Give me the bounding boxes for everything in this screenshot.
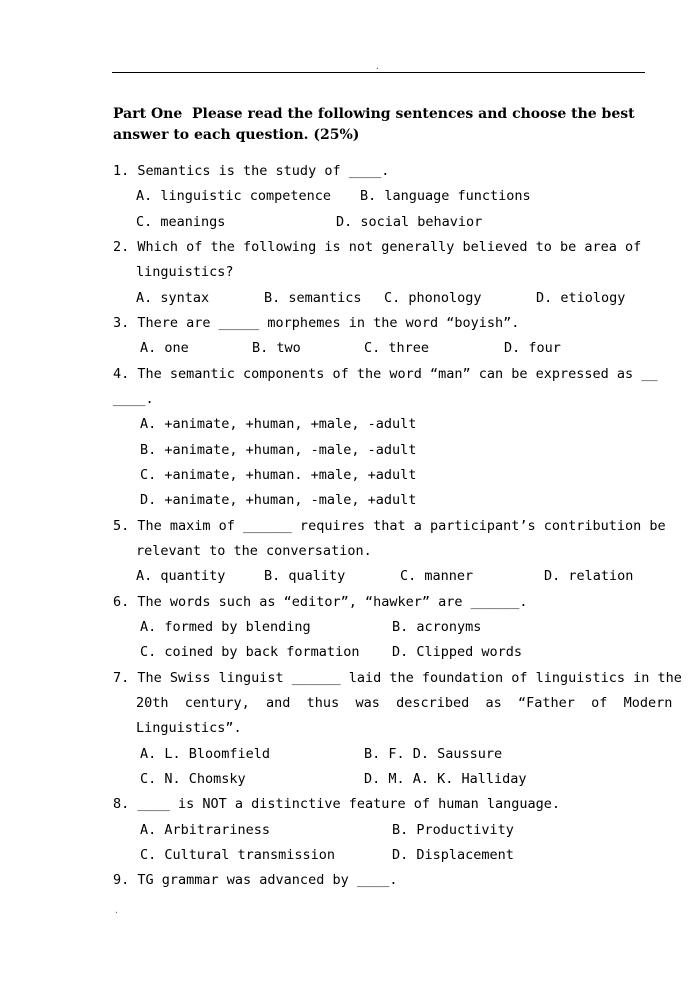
question-4-stem-cont: ____. — [113, 391, 154, 407]
question-2-option-d: D. etiology — [536, 290, 626, 306]
question-2-option-a: A. syntax — [136, 290, 210, 306]
question-1-stem: 1. Semantics is the study of ____. — [113, 163, 390, 179]
question-7-stem-cont-2: Linguistics”. — [136, 720, 242, 736]
question-6-option-b: B. acronyms — [392, 619, 482, 635]
question-1-option-d: D. social behavior — [336, 214, 483, 230]
question-6-option-a: A. formed by blending — [140, 619, 311, 635]
question-1-option-b: B. language functions — [360, 188, 531, 204]
question-4-stem: 4. The semantic components of the word “man” can be expressed as __ — [113, 366, 658, 382]
question-3-option-b: B. two — [252, 340, 301, 356]
question-6-stem: 6. The words such as “editor”, “hawker” are ______. — [113, 594, 528, 610]
question-7-stem-cont-1: 20th century, and thus was described as “Father of Modern — [136, 695, 673, 711]
question-8-option-c: C. Cultural transmission — [140, 847, 336, 863]
question-7-option-b: B. F. D. Saussure — [364, 746, 503, 762]
question-5-option-d: D. relation — [544, 568, 634, 584]
question-2-stem-cont: linguistics? — [136, 264, 234, 280]
question-5-stem-cont: relevant to the conversation. — [136, 543, 372, 559]
part-heading-line-2: answer to each question. (25%) — [113, 127, 360, 143]
question-4-option-a: A. +animate, +human, +male, -adult — [140, 416, 417, 432]
question-4-option-b: B. +animate, +human, -male, -adult — [140, 442, 417, 458]
question-4-option-c: C. +animate, +human. +male, +adult — [140, 467, 417, 483]
question-7-option-c: C. N. Chomsky — [140, 771, 246, 787]
question-6-option-d: D. Clipped words — [392, 644, 523, 660]
question-3-option-a: A. one — [140, 340, 189, 356]
question-7-option-d: D. M. A. K. Halliday — [364, 771, 527, 787]
question-8-option-b: B. Productivity — [392, 822, 514, 838]
question-3-option-d: D. four — [504, 340, 561, 356]
question-5-stem: 5. The maxim of ______ requires that a participant’s contribution be — [113, 518, 666, 534]
question-8-option-d: D. Displacement — [392, 847, 514, 863]
question-2-option-c: C. phonology — [384, 290, 482, 306]
question-6-option-c: C. coined by back formation — [140, 644, 360, 660]
question-2-stem: 2. Which of the following is not generally believed to be area of — [113, 239, 642, 255]
question-3-stem: 3. There are _____ morphemes in the word “boyish”. — [113, 315, 520, 331]
question-8-stem: 8. ____ is NOT a distinctive feature of human language. — [113, 796, 561, 812]
question-9-stem: 9. TG grammar was advanced by ____. — [113, 872, 398, 888]
question-7-option-a: A. L. Bloomfield — [140, 746, 271, 762]
question-5-option-c: C. manner — [400, 568, 474, 584]
question-7-stem: 7. The Swiss linguist ______ laid the foundation of linguistics in the — [113, 670, 682, 686]
question-1-option-a: A. linguistic competence — [136, 188, 332, 204]
question-3-option-c: C. three — [364, 340, 430, 356]
question-1-option-c: C. meanings — [136, 214, 226, 230]
question-2-option-b: B. semantics — [264, 290, 362, 306]
question-4-option-d: D. +animate, +human, -male, +adult — [140, 492, 417, 508]
question-8-option-a: A. Arbitrariness — [140, 822, 271, 838]
question-5-option-a: A. quantity — [136, 568, 226, 584]
question-5-option-b: B. quality — [264, 568, 346, 584]
footer-dot: . — [114, 906, 119, 915]
header-rule — [112, 72, 645, 73]
part-heading-line-1: Part One Please read the following sentences and choose the best — [113, 106, 635, 122]
header-dot: . — [375, 62, 380, 71]
